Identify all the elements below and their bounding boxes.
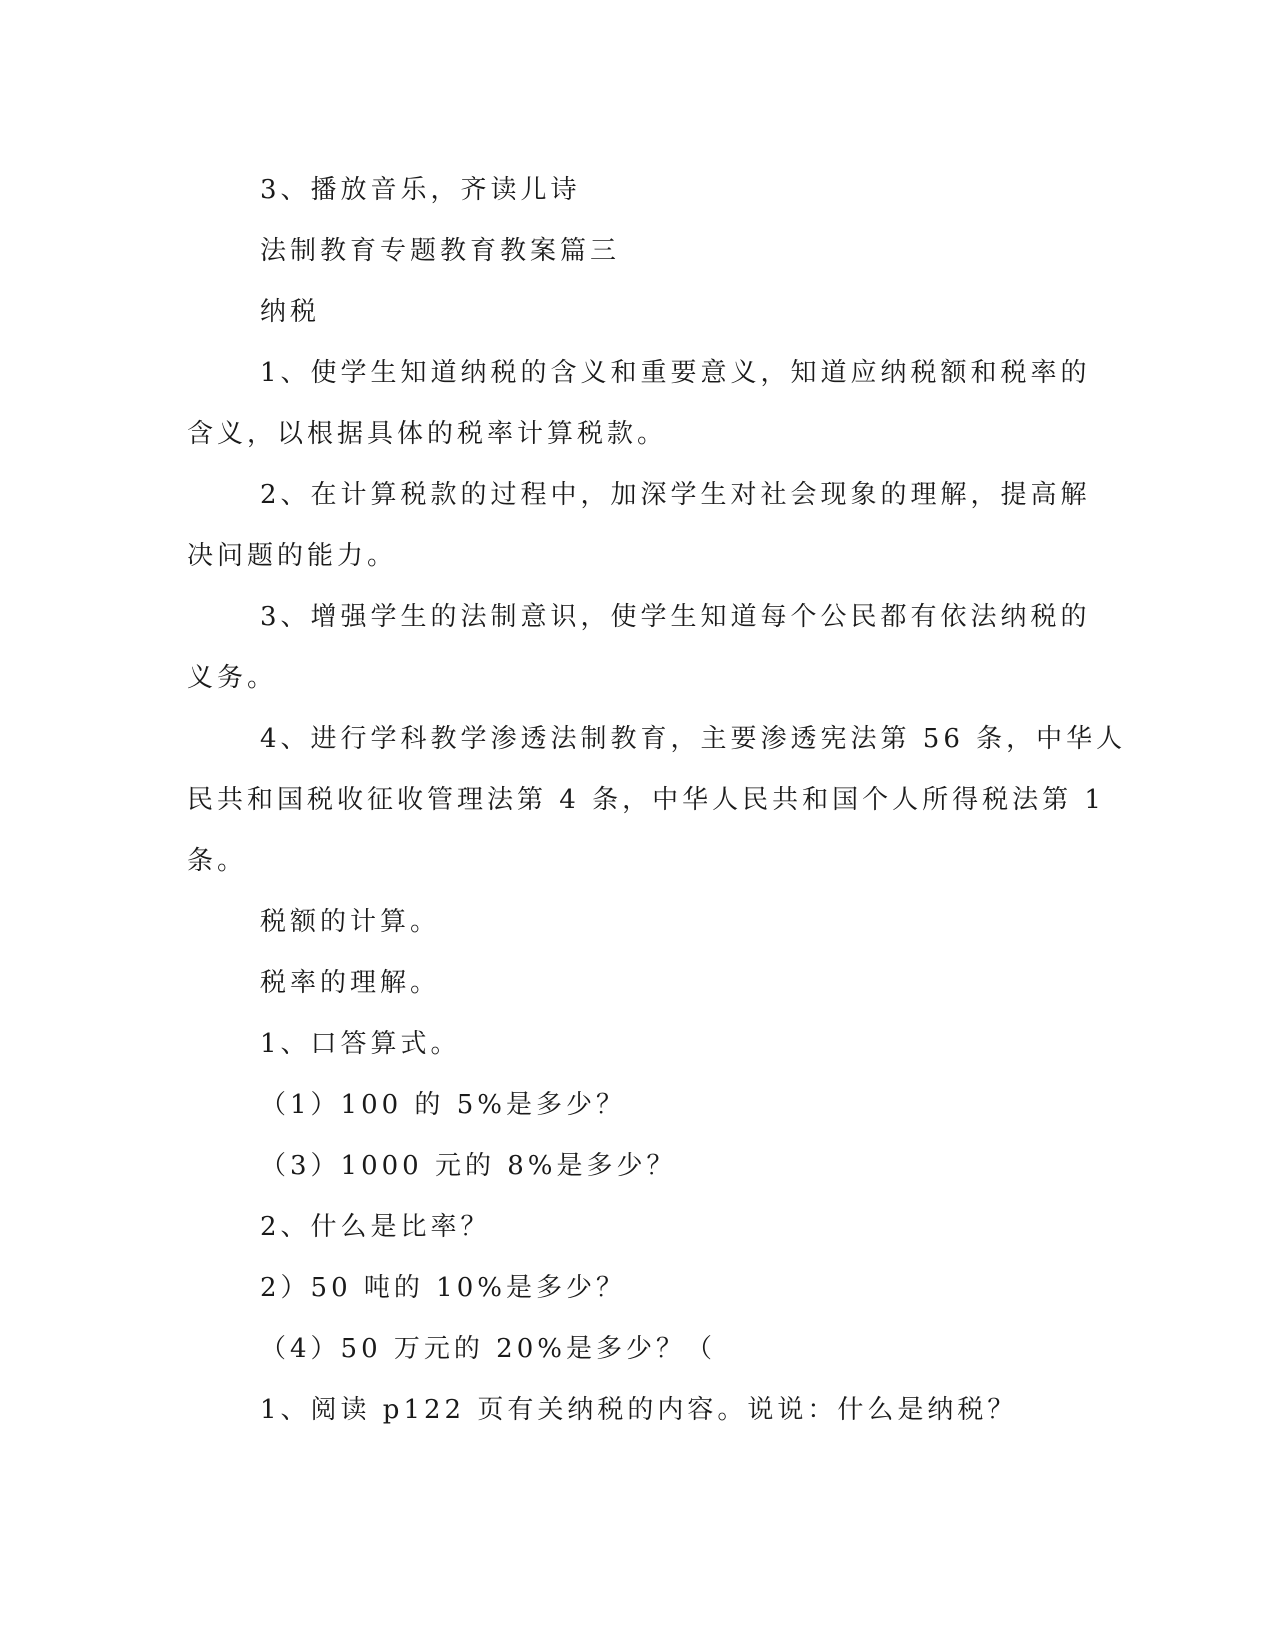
paragraph-line: 2、什么是比率？	[260, 1212, 491, 1242]
paragraph-line: 义务。	[187, 663, 278, 693]
paragraph-line: 3、增强学生的法制意识，使学生知道每个公民都有依法纳税的	[260, 602, 1091, 632]
paragraph-line: 2、在计算税款的过程中，加深学生对社会现象的理解，提高解	[260, 480, 1091, 510]
section-subtitle: 纳税	[260, 297, 321, 327]
paragraph-line: 税额的计算。	[260, 907, 441, 937]
question-line: （3）1000 元的 8%是多少？	[260, 1151, 677, 1181]
paragraph-line: 1、口答算式。	[260, 1029, 461, 1059]
paragraph-line: 3、播放音乐，齐读儿诗	[260, 175, 581, 205]
paragraph-line: 民共和国税收征收管理法第 4 条，中华人民共和国个人所得税法第 1	[187, 785, 1105, 815]
question-line: （4）50 万元的 20%是多少？（	[260, 1334, 716, 1364]
question-line: （1）100 的 5%是多少？	[260, 1090, 626, 1120]
paragraph-line: 1、阅读 p122 页有关纳税的内容。说说：什么是纳税？	[260, 1395, 1018, 1425]
paragraph-line: 条。	[187, 846, 248, 876]
paragraph-line: 4、进行学科教学渗透法制教育，主要渗透宪法第 56 条，中华人	[260, 724, 1127, 754]
document-body	[187, 160, 1127, 1441]
paragraph-line: 决问题的能力。	[187, 541, 398, 571]
question-line: 2）50 吨的 10%是多少？	[260, 1273, 626, 1303]
paragraph-line: 税率的理解。	[260, 968, 441, 998]
section-title: 法制教育专题教育教案篇三	[260, 236, 621, 266]
paragraph-line: 1、使学生知道纳税的含义和重要意义，知道应纳税额和税率的	[260, 358, 1091, 388]
paragraph-line: 含义，以根据具体的税率计算税款。	[187, 419, 668, 449]
